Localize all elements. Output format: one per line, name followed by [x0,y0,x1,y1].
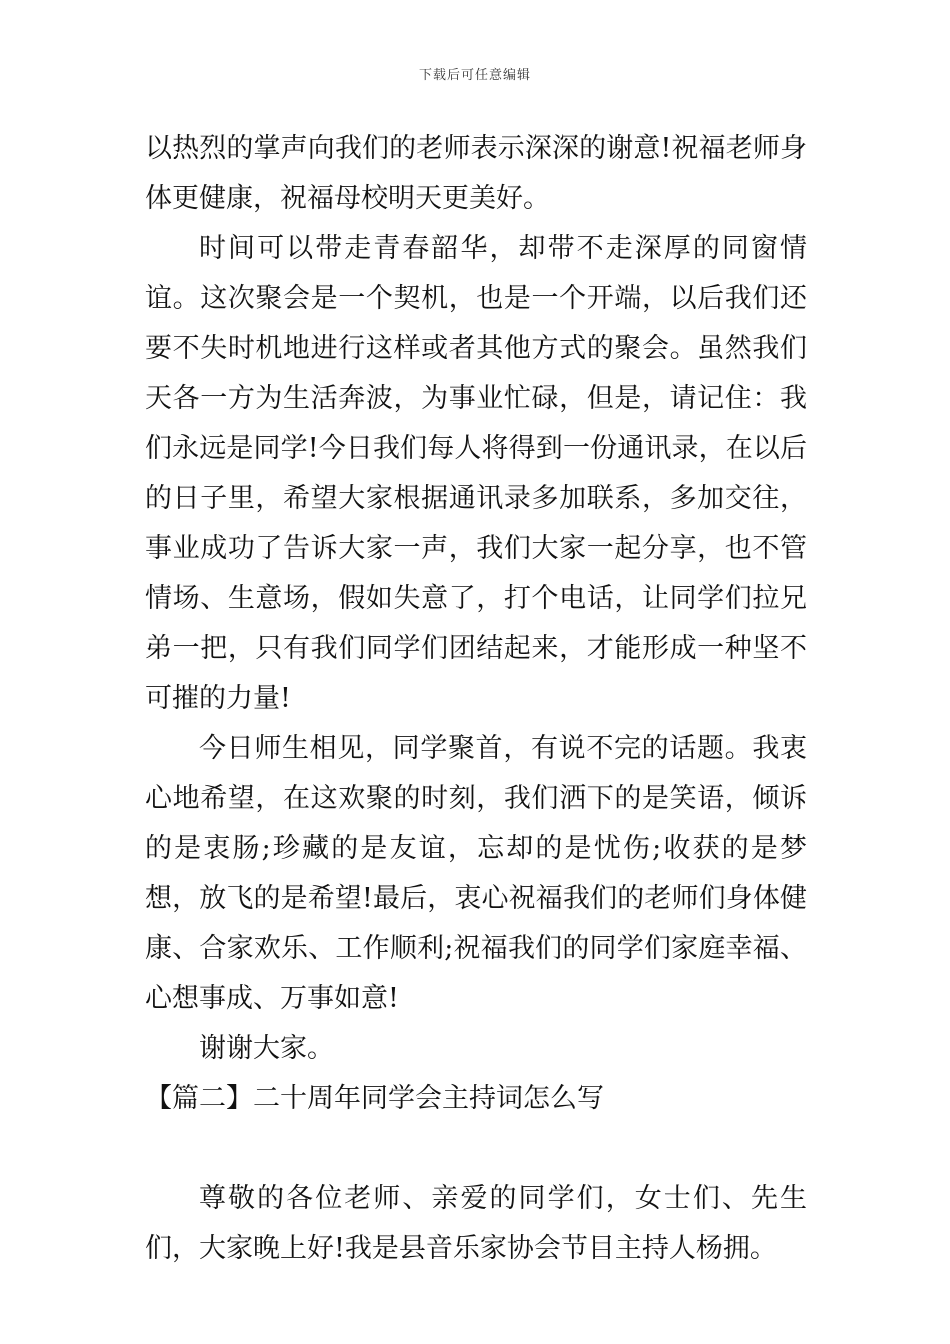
section-spacer [145,1124,807,1174]
paragraph-friendship: 时间可以带走青春韶华，却带不走深厚的同窗情谊。这次聚会是一个契机，也是一个开端，以后我们还要不失时机地进行这样或者其他方式的聚会。虽然我们天各一方为生活奔波，为事业忙碌，但是，请记住：我们永远是同学!今日我们每人将得到一份通讯录，在以后的日子里，希望大家根据通讯录多加联系，多加交往，事业成功了告诉大家一声，我们大家一起分享，也不管情场、生意场，假如失意了，打个电话，让同学们拉兄弟一把，只有我们同学们团结起来，才能形成一种坚不可摧的力量! [145,233,807,714]
paragraph-thanks: 以热烈的掌声向我们的老师表示深深的谢意!祝福老师身体更健康，祝福母校明天更美好。 [145,133,807,214]
paragraph-wishes: 今日师生相见，同学聚首，有说不完的话题。我衷心地希望，在这欢聚的时刻，我们洒下的是笑语，倾诉的是衷肠;珍藏的是友谊，忘却的是忧伤;收获的是梦想，放飞的是希望!最后，衷心祝福我们的老师们身体健康、合家欢乐、工作顺利;祝福我们的同学们家庭幸福、心想事成、万事如意! [145,733,807,1014]
document-body [145,124,807,1274]
page-header: 下载后可任意编辑 [418,68,531,83]
paragraph-greeting: 尊敬的各位老师、亲爱的同学们，女士们、先生们，大家晚上好!我是县音乐家协会节目主持人杨拥。 [145,1183,807,1264]
paragraph-thank-you: 谢谢大家。 [199,1033,334,1064]
section-heading: 【篇二】二十周年同学会主持词怎么写 [145,1083,604,1114]
